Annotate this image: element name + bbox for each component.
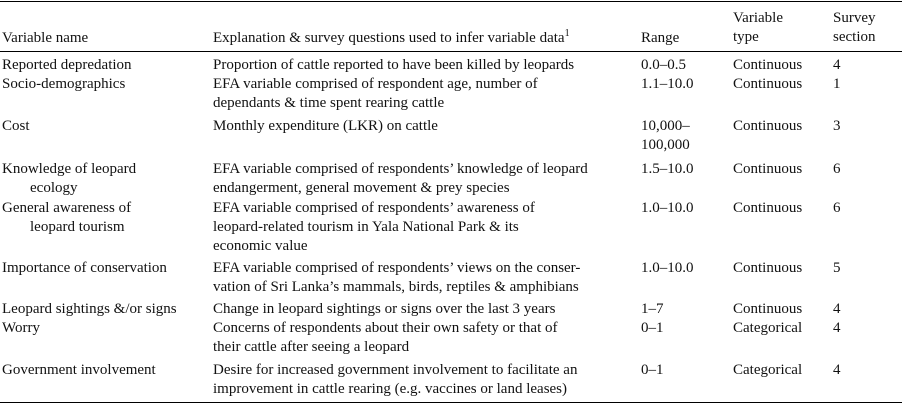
explanation-cell-line: Desire for increased government involvement to facilitate an bbox=[213, 362, 578, 378]
variable-name-cell-line: Knowledge of leopard bbox=[2, 161, 137, 177]
survey-section-cell: 6 bbox=[833, 200, 841, 216]
range-cell bbox=[641, 300, 664, 319]
variable-name-cell bbox=[2, 160, 136, 198]
explanation-cell-line: improvement in cattle rearing (e.g. vaccines or land leases) bbox=[213, 381, 568, 397]
range-cell-line: 1–7 bbox=[641, 301, 664, 317]
header-survey-section bbox=[833, 9, 876, 47]
survey-section-cell: 3 bbox=[833, 118, 841, 134]
range-cell bbox=[641, 259, 694, 278]
explanation-cell-line: EFA variable comprised of respondent age, number of bbox=[213, 76, 538, 92]
explanation-cell bbox=[213, 199, 535, 256]
explanation-cell-line: vation of Sri Lanka’s mammals, birds, reptiles & amphibians bbox=[213, 279, 579, 295]
explanation-cell-line: EFA variable comprised of respondents’ views on the conser- bbox=[213, 260, 581, 276]
variable-name-cell-line: Worry bbox=[2, 320, 40, 336]
explanation-cell-line: EFA variable comprised of respondents’ awareness of bbox=[213, 200, 535, 216]
range-cell bbox=[641, 56, 686, 75]
explanation-cell-line: economic value bbox=[213, 238, 308, 254]
header-explanation-footnote: 1 bbox=[564, 28, 570, 39]
variable-type-cell: Continuous bbox=[733, 57, 803, 73]
range-cell-line: 1.5–10.0 bbox=[641, 161, 694, 177]
explanation-cell-line: Concerns of respondents about their own safety or that of bbox=[213, 320, 558, 336]
survey-section-cell: 4 bbox=[833, 320, 841, 336]
explanation-cell bbox=[213, 300, 555, 319]
survey-section-cell: 4 bbox=[833, 362, 841, 378]
variable-type-cell: Continuous bbox=[733, 161, 803, 177]
range-cell bbox=[641, 117, 690, 155]
explanation-cell-line: leopard-related tourism in Yala National Park & its bbox=[213, 219, 519, 235]
range-cell-line: 0.0–0.5 bbox=[641, 57, 686, 73]
survey-section-cell: 4 bbox=[833, 301, 841, 317]
variable-name-cell-line: Socio-demographics bbox=[2, 76, 126, 92]
explanation-cell-line: Change in leopard sightings or signs over the last 3 years bbox=[213, 301, 556, 317]
explanation-cell bbox=[213, 75, 538, 113]
header-survey-section-line2: section bbox=[833, 29, 876, 45]
variable-name-cell bbox=[2, 199, 131, 237]
range-cell-line: 1.1–10.0 bbox=[641, 76, 694, 92]
explanation-cell bbox=[213, 117, 438, 136]
variable-type-cell: Continuous bbox=[733, 76, 803, 92]
header-variable-type-line1: Variable bbox=[733, 10, 783, 26]
range-cell bbox=[641, 75, 694, 94]
explanation-cell-line: their cattle after seeing a leopard bbox=[213, 339, 410, 355]
explanation-cell bbox=[213, 160, 588, 198]
variable-name-cell bbox=[2, 259, 167, 278]
header-range: Range bbox=[641, 30, 680, 46]
header-variable-name: Variable name bbox=[2, 30, 89, 46]
variable-name-cell bbox=[2, 319, 40, 338]
survey-section-cell: 5 bbox=[833, 260, 841, 276]
survey-section-cell: 4 bbox=[833, 57, 841, 73]
explanation-cell bbox=[213, 56, 574, 75]
explanation-cell bbox=[213, 259, 580, 297]
variable-name-cell-line: Cost bbox=[2, 118, 30, 134]
range-cell-line: 0–1 bbox=[641, 362, 664, 378]
variable-name-cell bbox=[2, 117, 30, 136]
explanation-cell-line: endangerment, general movement & prey species bbox=[213, 180, 510, 196]
variable-name-cell-line: leopard tourism bbox=[30, 219, 125, 235]
range-cell-line: 100,000 bbox=[641, 137, 690, 153]
explanation-cell-line: Monthly expenditure (LKR) on cattle bbox=[213, 118, 438, 134]
variable-type-cell: Categorical bbox=[733, 362, 803, 378]
header-explanation bbox=[213, 29, 570, 48]
variable-name-cell-line: Importance of conservation bbox=[2, 260, 167, 276]
range-cell-line: 1.0–10.0 bbox=[641, 200, 694, 216]
variable-name-cell bbox=[2, 361, 156, 380]
variable-type-cell: Continuous bbox=[733, 118, 803, 134]
variable-type-cell: Continuous bbox=[733, 200, 803, 216]
variable-name-cell-line: ecology bbox=[30, 180, 78, 196]
variable-name-cell bbox=[2, 56, 132, 75]
variable-name-cell bbox=[2, 300, 177, 319]
explanation-cell-line: dependants & time spent rearing cattle bbox=[213, 95, 445, 111]
range-cell bbox=[641, 361, 664, 380]
explanation-cell-line: EFA variable comprised of respondents’ knowledge of leopard bbox=[213, 161, 588, 177]
range-cell bbox=[641, 319, 664, 338]
header-rule bbox=[0, 51, 902, 52]
range-cell bbox=[641, 199, 694, 218]
variable-name-cell-line: Government involvement bbox=[2, 362, 156, 378]
variable-name-cell-line: General awareness of bbox=[2, 200, 132, 216]
range-cell-line: 10,000– bbox=[641, 118, 690, 134]
explanation-cell-line: Proportion of cattle reported to have been killed by leopards bbox=[213, 57, 575, 73]
header-variable-type-line2: type bbox=[733, 29, 759, 45]
variable-name-cell-line: Leopard sightings &/or signs bbox=[2, 301, 177, 317]
variable-name-cell-line: Reported depredation bbox=[2, 57, 132, 73]
variable-type-cell: Categorical bbox=[733, 320, 803, 336]
range-cell-line: 0–1 bbox=[641, 320, 664, 336]
range-cell bbox=[641, 160, 694, 179]
survey-section-cell: 1 bbox=[833, 76, 841, 92]
explanation-cell bbox=[213, 361, 577, 399]
variable-type-cell: Continuous bbox=[733, 260, 803, 276]
header-explanation-text: Explanation & survey questions used to infer variable data bbox=[213, 30, 565, 46]
header-survey-section-line1: Survey bbox=[833, 10, 876, 26]
survey-section-cell: 6 bbox=[833, 161, 841, 177]
variable-type-cell: Continuous bbox=[733, 301, 803, 317]
top-rule bbox=[0, 1, 902, 2]
explanation-cell bbox=[213, 319, 558, 357]
variable-name-cell bbox=[2, 75, 125, 94]
header-variable-type bbox=[733, 9, 783, 47]
bottom-rule bbox=[0, 402, 902, 403]
range-cell-line: 1.0–10.0 bbox=[641, 260, 694, 276]
